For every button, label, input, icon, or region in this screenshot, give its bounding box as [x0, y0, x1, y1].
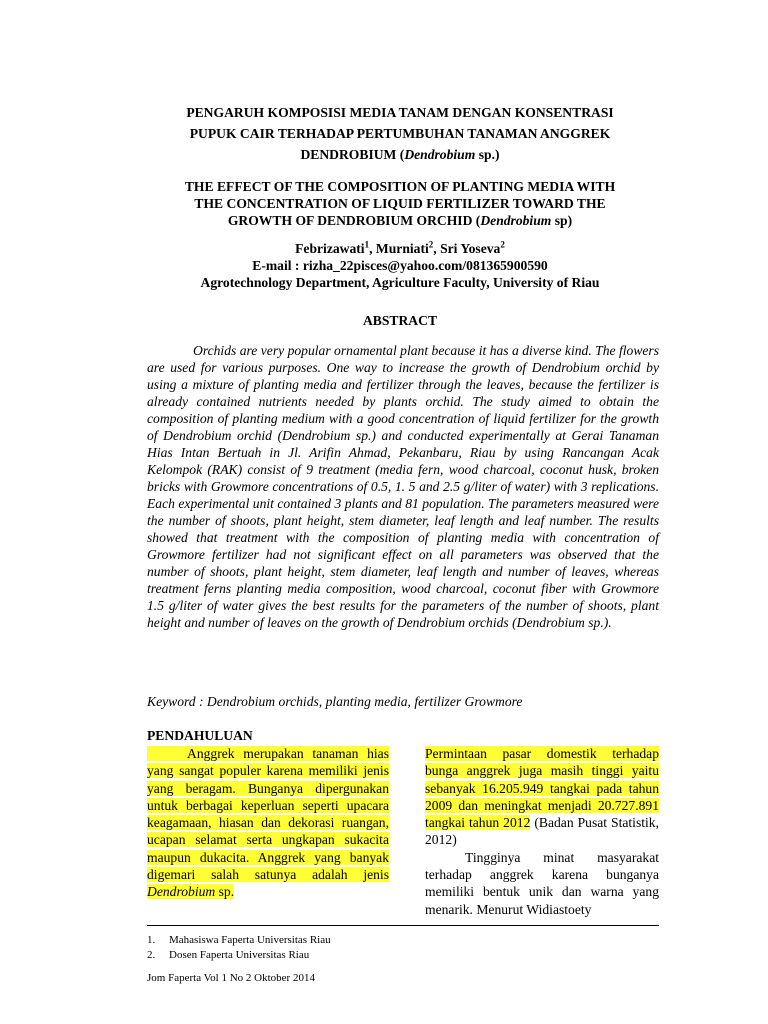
- author-affiliation: Agrotechnology Department, Agriculture Faculty, University of Riau: [200, 275, 600, 290]
- keywords: Keyword : Dendrobium orchids, planting media, fertilizer Growmore: [147, 694, 523, 709]
- left-column-paragraph: Anggrek merupakan tanaman hias yang sangat populer karena memiliki jenis yang beragam. Bunganya dipergunakan untuk berbagai keperluan seperti upacara keagamaan, hiasan dan dekorasi ruangan, ucapan selamat serta ungkapan sukacita maupun dukacita. Anggrek yang banyak digemari salah satunya adalah jenis Dendrobium sp.: [147, 746, 389, 900]
- paragraph-2: Tingginya minat masyarakat terhadap anggrek karena bunganya memiliki bentuk unik dan warna yang menarik. Menurut Widiastoety: [425, 849, 659, 917]
- journal-footer: Jom Faperta Vol 1 No 2 Oktober 2014: [147, 972, 315, 984]
- abstract-body: Orchids are very popular ornamental plant because it has a diverse kind. The flowers are used for various purposes. One way to increase the growth of Dendrobium orchid by using a mixture of planting media and fertilizer through the leaves, because the fertilizer is already contained nutrients needed by plants orchid. The study aimed to obtain the composition of planting medium with a good concentration of liquid fertilizer for the growth of Dendrobium orchid (Dendrobium sp.) and conducted experimentally at Gerai Tanaman Hias Intan Bertuah in Jl. Arifin Ahmad, Pekanbaru, Riau by using Rancangan Acak Kelompok (RAK) consist of 9 treatment (media fern, wood charcoal, coconut husk, broken bricks with Growmore concentrations of 0.5, 1. 5 and 2.5 g/liter of water) with 3 replications. Each experimental unit contained 3 plants and 81 population. The parameters measured were the number of shoots, plant height, stem diameter, leaf length and leaf number. The results showed that treatment with the composition of planting media with concentration of Growmore fertilizer had not significant effect on all parameters was observed that the number of shoots, plant height, stem diameter, leaf length and number of leaves, whereas treatment ferns planting media composition, wood charcoal, coconut fiber with Growmore 1.5 g/liter of water gives the best results for the parameters of the number of shoots, plant height and number of leaves on the growth of Dendrobium orchids (Dendrobium sp.).: [147, 343, 659, 630]
- highlighted-text: Permintaan pasar domestik terhadap bunga anggrek juga masih tinggi yaitu sebanyak 16.205.949 tangkai pada tahun 2009 dan meningkat menjadi 20.727.891 tangkai tahun 2012: [425, 746, 659, 831]
- title-id-line: DENDROBIUM (Dendrobium sp.): [300, 147, 500, 162]
- title-en-line: THE EFFECT OF THE COMPOSITION OF PLANTING MEDIA WITH: [184, 179, 616, 194]
- title-en-line: GROWTH OF DENDROBIUM ORCHID (Dendrobium sp): [227, 213, 573, 228]
- section-heading: PENDAHULUAN: [147, 728, 253, 743]
- title-english: [140, 178, 660, 229]
- title-en-line: THE CONCENTRATION OF LIQUID FERTILIZER TOWARD THE: [194, 196, 606, 211]
- citation: (Badan Pusat Statistik, 2012): [425, 815, 659, 848]
- footnote-divider: [147, 925, 659, 926]
- author-email: E-mail : rizha_22pisces@yahoo.com/081365900590: [252, 258, 548, 273]
- footnote: 2. Dosen Faperta Universitas Riau: [147, 949, 310, 961]
- right-column-paragraph: [425, 745, 659, 918]
- title-id-line: PENGARUH KOMPOSISI MEDIA TANAM DENGAN KONSENTRASI: [186, 105, 614, 120]
- footnote: 1. Mahasiswa Faperta Universitas Riau: [147, 934, 331, 946]
- title-id-line: PUPUK CAIR TERHADAP PERTUMBUHAN TANAMAN ANGGREK: [189, 126, 611, 141]
- abstract-heading: ABSTRACT: [362, 313, 438, 328]
- author-block: [140, 240, 660, 291]
- title-indonesian: [140, 102, 660, 165]
- footnotes: [147, 933, 331, 963]
- author-list: Febrizawati$^1$, Murniati$^2$, Sri Yoseva$^2$: [295, 239, 505, 256]
